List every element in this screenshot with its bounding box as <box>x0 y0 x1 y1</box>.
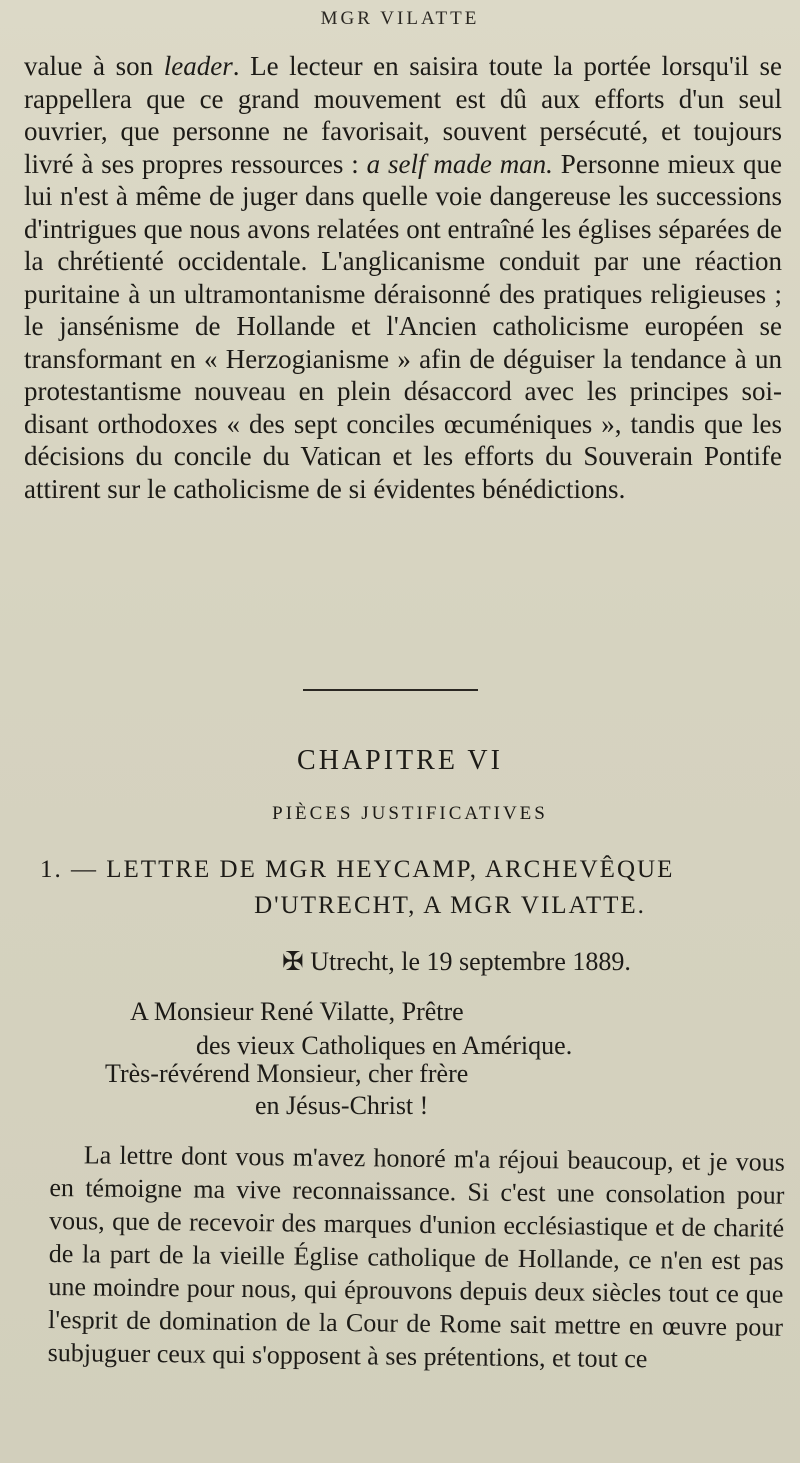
addressee <box>130 995 750 1063</box>
addressee-line2: des vieux Catholiques en Amérique. <box>196 1031 573 1060</box>
running-head: MGR VILATTE <box>320 8 480 29</box>
section-title: PIÈCES JUSTIFICATIVES <box>272 803 548 824</box>
body-text-part3: Personne mieux que lui n'est à même de juger dans quelle voie dangereuse les successions d'intrigues que nous avons relatées ont entraîné les églises séparées de la chrétienté occidentale. L'anglicanisme conduit par une réaction puritaine à un ultramontanisme déraisonné des pratiques religieuses ; le jansénisme de Hollande et l'Ancien catholicisme européen se transformant en « Herzogianisme » afin de déguiser la tendance à un protestantisme nouveau en plein désaccord avec les principes soi-disant orthodoxes « des sept conciles œcuméniques », tandis que les décisions du concile du Vatican et les efforts du Souverain Pontife attirent sur le catholicisme de si évidentes bénédictions. <box>24 148 782 504</box>
letter-heading-line2: D'UTRECHT, A MGR VILATTE. <box>254 892 646 919</box>
chapter-title: CHAPITRE VI <box>297 745 503 776</box>
body-paragraph <box>24 50 782 505</box>
body-text-part2: . Le lecteur en saisira toute la portée lorsqu'il se rappellera que ce grand mouvement est dû aux efforts d'un seul ouvrier, que personne ne favorisait, souvent persécuté, et toujours livré à ses propres ressources : <box>24 51 782 179</box>
dateline: ✠ Utrecht, le 19 septembre 1889. <box>282 947 631 976</box>
body-text-part1: value à son <box>24 51 164 81</box>
italic-leader: leader <box>163 51 233 81</box>
letter-heading <box>40 852 780 924</box>
section-divider-rule <box>303 689 478 691</box>
addressee-line1: A Monsieur René Vilatte, Prêtre <box>130 997 464 1026</box>
salutation-line2: en Jésus-Christ ! <box>255 1091 429 1120</box>
salutation-line1: Très-révérend Monsieur, cher frère <box>105 1059 469 1088</box>
letter-body: La lettre dont vous m'avez honoré m'a réjoui beaucoup, et je vous en témoigne ma vive reconnaissance. Si c'est une consolation pour vous, que de recevoir des marques d'union ecclésiastique et de charité de la part de la vieille Église catholique de Hollande, ce n'en est pas une moindre pour nous, qui éprouvons depuis deux siècles tout ce que l'esprit de domination de la Cour de Rome sait mettre en œuvre pour subjuguer ceux qui s'opposent à ses prétentions, et tout ce <box>47 1140 785 1374</box>
letter-heading-line1: 1. — LETTRE DE MGR HEYCAMP, ARCHEVÊQUE <box>40 856 675 883</box>
italic-self-made-man: a self made man. <box>366 148 553 179</box>
salutation <box>105 1058 725 1122</box>
